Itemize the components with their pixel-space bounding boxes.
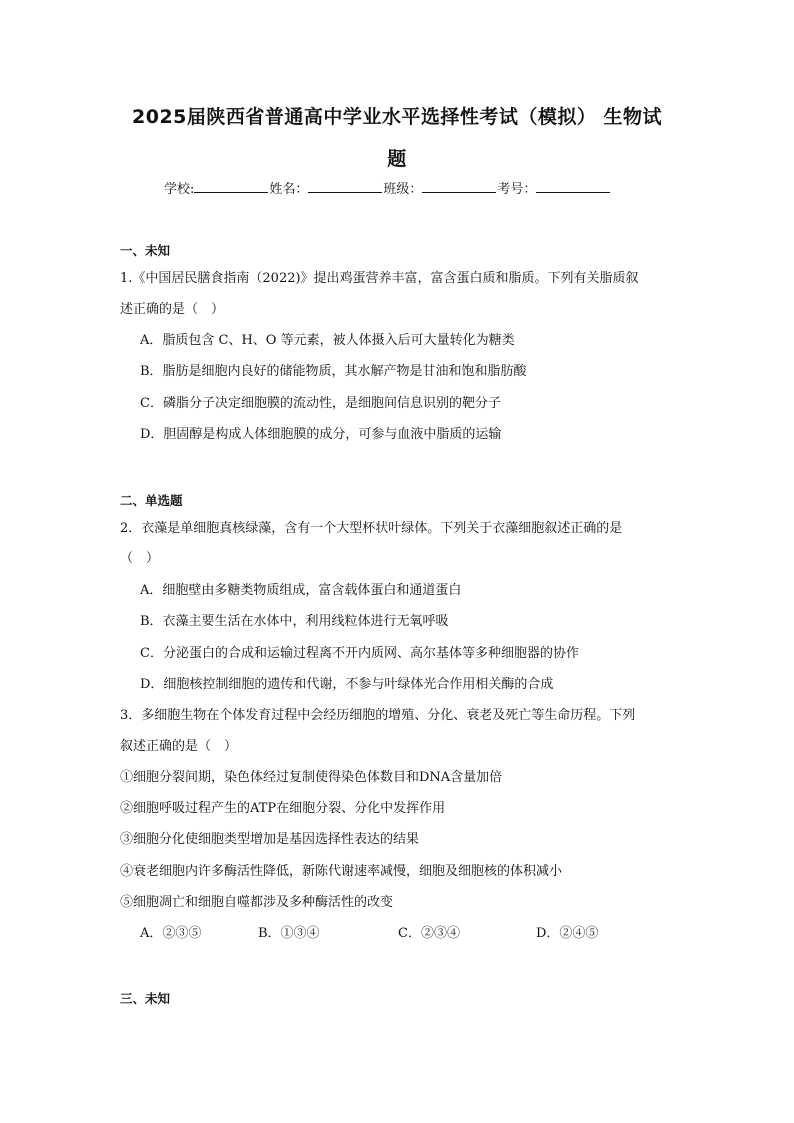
q1-option-a: A．脂质包含 C、H、O 等元素，被人体摄入后可大量转化为糖类 <box>140 333 515 348</box>
q2-stem-line2: （ ） <box>120 551 160 566</box>
q2-option-b: B．衣藻主要生活在水体中，利用线粒体进行无氧呼吸 <box>140 614 449 629</box>
student-info-row <box>164 180 644 199</box>
section-heading-3: 三、未知 <box>120 991 171 1006</box>
q3-statement-1: ①细胞分裂间期，染色体经过复制使得染色体数目和DNA含量加倍 <box>120 770 503 785</box>
q3-statement-3: ③细胞分化使细胞类型增加是基因选择性表达的结果 <box>120 832 420 847</box>
q1-option-c: C．磷脂分子决定细胞膜的流动性，是细胞间信息识别的靶分子 <box>140 396 501 411</box>
class-label: 班级： <box>383 182 423 197</box>
section-heading-2: 二、单选题 <box>120 493 183 508</box>
school-blank <box>194 180 268 193</box>
school-label: 学校: <box>164 182 195 197</box>
q3-choice-a: A．②③⑤ <box>140 926 202 941</box>
q2-option-d: D．细胞核控制细胞的遗传和代谢，不参与叶绿体光合作用相关酶的合成 <box>140 677 554 692</box>
q3-statement-5: ⑤细胞凋亡和细胞自噬都涉及多种酶活性的改变 <box>120 895 394 910</box>
q3-stem-line2: 叙述正确的是（ ） <box>120 739 238 754</box>
q2-stem-line1: 2．衣藻是单细胞真核绿藻，含有一个大型杯状叶绿体。下列关于衣藻细胞叙述正确的是 <box>120 521 623 536</box>
q3-statement-4: ④衰老细胞内许多酶活性降低，新陈代谢速率减慢，细胞及细胞核的体积减小 <box>120 864 563 879</box>
q3-stem-line1: 3．多细胞生物在个体发育过程中会经历细胞的增殖、分化、衰老及死亡等生命历程。下列 <box>120 708 636 723</box>
section-heading-1: 一、未知 <box>120 243 171 258</box>
q1-option-b: B．脂肪是细胞内良好的储能物质，其水解产物是甘油和饱和脂肪酸 <box>140 364 527 379</box>
q1-option-d: D．胆固醇是构成人体细胞膜的成分，可参与血液中脂质的运输 <box>140 427 502 442</box>
q3-choice-b: B．①③④ <box>258 926 320 941</box>
q2-option-c: C．分泌蛋白的合成和运输过程离不开内质网、高尔基体等多种细胞器的协作 <box>140 646 579 661</box>
exam-no-blank <box>536 180 610 193</box>
q3-choice-c: C．②③④ <box>398 926 460 941</box>
exam-title-line2: 题 <box>387 148 407 170</box>
exam-no-label: 考号： <box>497 182 537 197</box>
exam-title-line1: 2025届陕西省普通高中学业水平选择性考试（模拟） 生物试 <box>132 106 662 128</box>
q1-stem-line1: 1.《中国居民膳食指南（2022)》提出鸡蛋营养丰富，富含蛋白质和脂质。下列有关脂质叙 <box>120 271 639 286</box>
q2-option-a: A．细胞壁由多糖类物质组成，富含载体蛋白和通道蛋白 <box>140 583 462 598</box>
name-blank <box>308 180 382 193</box>
q3-statement-2: ②细胞呼吸过程产生的ATP在细胞分裂、分化中发挥作用 <box>120 801 446 816</box>
class-blank <box>422 180 496 193</box>
q3-choice-d: D．②④⑤ <box>536 926 599 941</box>
q1-stem-line2: 述正确的是（ ） <box>120 302 225 317</box>
name-label: 姓名： <box>269 182 309 197</box>
